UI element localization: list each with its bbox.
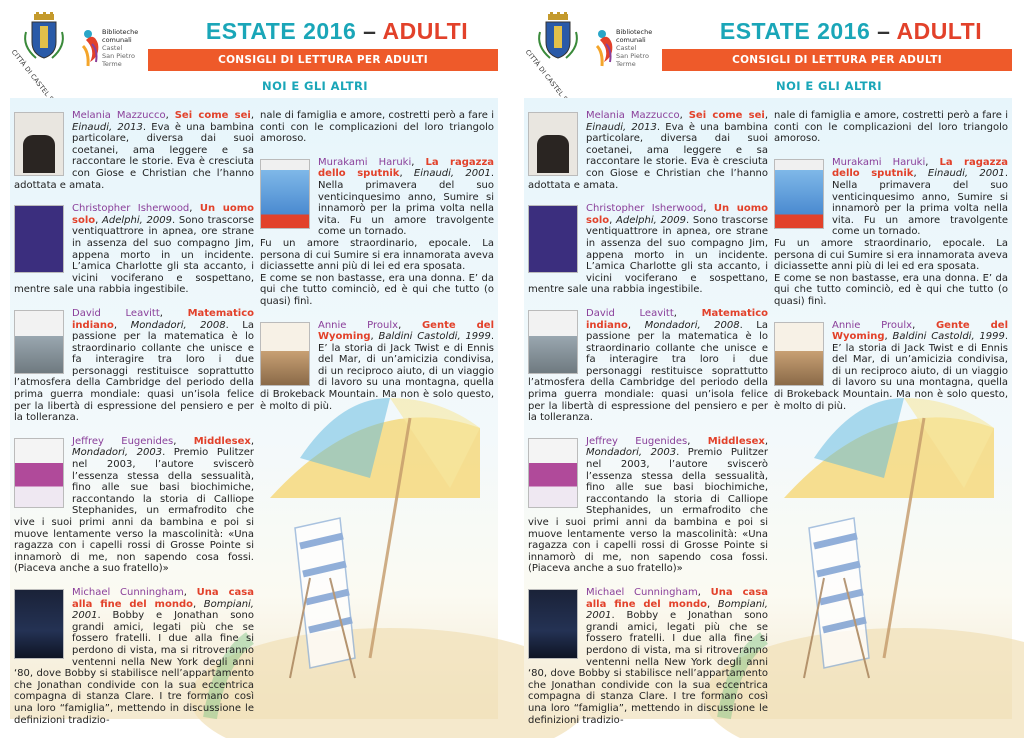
column-1 (528, 110, 768, 738)
page-title: ESTATE 2016 – ADULTI (719, 18, 983, 44)
book-entry: Jeffrey Eugenides, Middlesex, Mondadori, 2003. Premio Pulitzer nel 2003, l’autore sviscerò l’essenza stessa della sessualità, fino alle sue basi biochimiche, raccontando la storia di Calliope Stephanides, un ermafrodito che vive i suoi primi anni da bambina e poi si muove lentamente verso la mascolinità: «Una ragazza con i capelli rossi di Grosse Pointe si innamorò di me, non sapendo cosa fossi. (Piaceva anche a suo fratello)» (14, 435, 254, 575)
page-title: ESTATE 2016 – ADULTI (205, 18, 469, 44)
book-cover-matematico-indiano (528, 310, 578, 374)
leaflet-page-left (10, 8, 498, 726)
section-banner: CONSIGLI DI LETTURA PER ADULTI (662, 49, 1012, 71)
content-area (524, 98, 1012, 726)
book-cover-gente-del-wyoming (260, 322, 310, 386)
book-cover-gente-del-wyoming (774, 322, 824, 386)
book-entry-continued: nale di famiglia e amore, costretti però a fare i conti con le complicazioni del loro triangolo amoroso. (260, 110, 494, 145)
content-area (10, 98, 498, 726)
book-cover-un-uomo-solo (14, 205, 64, 273)
book-cover-la-ragazza-dello-sputnik (260, 159, 310, 229)
book-entry: Annie Proulx, Gente del Wyoming, Baldini Castoldi, 1999. E’ la storia di Jack Twist e di Ennis del Mar, di un’amicizia condivisa, di un reciproco aiuto, di un viaggio di lavoro su una montagna, quella di Brokeback Mountain. Ma non è solo questo, è molto di più. (774, 319, 1009, 412)
book-entry: Annie Proulx, Gente del Wyoming, Baldini Castoldi, 1999. E’ la storia di Jack Twist e di Ennis del Mar, di un’amicizia condivisa, di un reciproco aiuto, di un viaggio di lavoro su una montagna, quella di Brokeback Mountain. Ma non è solo questo, è molto di più. (260, 319, 495, 412)
book-entry: David Leavitt, Matematico indiano, Mondadori, 2008. La passione per la matematica è lo straordinario collante che unisce e fa interagire tra loro i due personaggi restituisce soprattutto l’atmosfera della Cambridge del periodo della prima guerra mondiale: quasi un’isola felice per la libertà di espressione del pensiero e per la tolleranza. (528, 307, 768, 424)
library-name: Biblioteche comunali Castel San Pietro Terme (102, 28, 139, 68)
book-entry: Melania Mazzucco, Sei come sei, Einaudi, 2013. Eva è una bambina particolare, diversa dai suoi coetanei, ama leggere e sa raccontare le storie. Eva è cresciuta con Giose e Christian che l’hanno adottata e amata. (14, 110, 254, 191)
book-entry: Michael Cunningham, Una casa alla fine del mondo, Bompiani, 2001. Bobby e Jonathan sono grandi amici, legati più che se fossero fratelli. I due alla fine si perdono di vista, ma si ritroveranno ventenni nella New York degli anni ‘80, dove Bobby si stabilisce nell’appartamento che Jonathan condivide con la sua eccentrica compagna di stanza Clare. I tre formano così una loro “famiglia”, mettendo in discussione le definizioni tradizio- (14, 586, 254, 726)
leaflet-page-right (524, 8, 1012, 726)
section-subtitle: NOI E GLI ALTRI (262, 79, 368, 93)
column-2 (774, 110, 1008, 424)
book-cover-middlesex (528, 438, 578, 508)
book-entry: Christopher Isherwood, Un uomo solo, Adelphi, 2009. Sono trascorse ventiquattrore in apnea, ore strane in assenza del suo compagno Jim, appena morto in un incidente. L’amica Charlotte gli sta accanto, i vicini vociferano e sospettano, mentre sale una rabbia ingestibile. (14, 203, 255, 296)
section-subtitle: NOI E GLI ALTRI (776, 79, 882, 93)
column-2 (260, 110, 494, 424)
column-1 (14, 110, 254, 738)
book-entry: Murakami Haruki, La ragazza dello sputnik, Einaudi, 2001. Nella primavera del suo venticinquesimo anno, Sumire si innamorò per la prima volta nella vita. Fu un amore travolgente come un tornado. Fu un amore straordinario, epocale. La persona di cui Sumire si era innamorata aveva diciassette anni più di lei ed era sposata. E come se non bastasse, era una donna. E’ da qui che tutto cominciò, ed è qui che tutto (o quasi) finì. (260, 156, 495, 307)
book-entry: Christopher Isherwood, Un uomo solo, Adelphi, 2009. Sono trascorse ventiquattrore in apnea, ore strane in assenza del suo compagno Jim, appena morto in un incidente. L’amica Charlotte gli sta accanto, i vicini vociferano e sospettano, mentre sale una rabbia ingestibile. (528, 203, 769, 296)
book-entry: Melania Mazzucco, Sei come sei, Einaudi, 2013. Eva è una bambina particolare, diversa dai suoi coetanei, ama leggere e sa raccontare le storie. Eva è cresciuta con Giose e Christian che l’hanno adottata e amata. (528, 110, 768, 191)
book-entry-continued: nale di famiglia e amore, costretti però a fare i conti con le complicazioni del loro triangolo amoroso. (774, 110, 1008, 145)
book-entry: Jeffrey Eugenides, Middlesex, Mondadori, 2003. Premio Pulitzer nel 2003, l’autore sviscerò l’essenza stessa della sessualità, fino alle sue basi biochimiche, raccontando la storia di Calliope Stephanides, un ermafrodito che vive i suoi primi anni da bambina e poi si muove lentamente verso la mascolinità: «Una ragazza con i capelli rossi di Grosse Pointe si innamorò di me, non sapendo cosa fossi. (Piaceva anche a suo fratello)» (528, 435, 768, 575)
book-cover-matematico-indiano (14, 310, 64, 374)
book-cover-una-casa-alla-fine-del-mondo (528, 589, 578, 659)
section-banner: CONSIGLI DI LETTURA PER ADULTI (148, 49, 498, 71)
book-cover-la-ragazza-dello-sputnik (774, 159, 824, 229)
book-entry: David Leavitt, Matematico indiano, Mondadori, 2008. La passione per la matematica è lo straordinario collante che unisce e fa interagire tra loro i due personaggi restituisce soprattutto l’atmosfera della Cambridge del periodo della prima guerra mondiale: quasi un’isola felice per la libertà di espressione del pensiero e per la tolleranza. (14, 307, 254, 424)
book-cover-un-uomo-solo (528, 205, 578, 273)
book-cover-middlesex (14, 438, 64, 508)
book-entry: Murakami Haruki, La ragazza dello sputnik, Einaudi, 2001. Nella primavera del suo venticinquesimo anno, Sumire si innamorò per la prima volta nella vita. Fu un amore travolgente come un tornado. Fu un amore straordinario, epocale. La persona di cui Sumire si era innamorata aveva diciassette anni più di lei ed era sposata. E come se non bastasse, era una donna. E’ da qui che tutto cominciò, ed è qui che tutto (o quasi) finì. (774, 156, 1009, 307)
book-cover-sei-come-sei (528, 112, 578, 176)
book-cover-una-casa-alla-fine-del-mondo (14, 589, 64, 659)
library-name: Biblioteche comunali Castel San Pietro Terme (616, 28, 653, 68)
book-entry: Michael Cunningham, Una casa alla fine del mondo, Bompiani, 2001. Bobby e Jonathan sono grandi amici, legati più che se fossero fratelli. I due alla fine si perdono di vista, ma si ritroveranno ventenni nella New York degli anni ‘80, dove Bobby si stabilisce nell’appartamento che Jonathan condivide con la sua eccentrica compagna di stanza Clare. I tre formano così una loro “famiglia”, mettendo in discussione le definizioni tradizio- (528, 586, 768, 726)
book-cover-sei-come-sei (14, 112, 64, 176)
